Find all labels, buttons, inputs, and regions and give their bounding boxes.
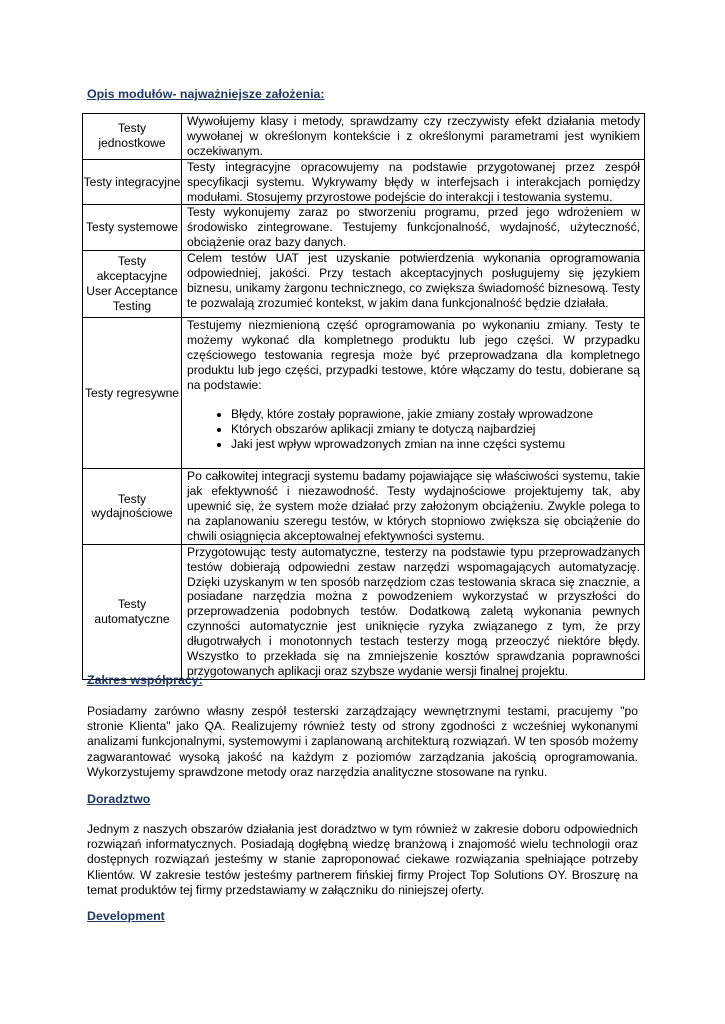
list-item: • Których obszarów aplikacji zmiany te dotyczą najbardziej [231,422,640,437]
table-row [83,318,645,469]
table-row [83,205,645,251]
modules-heading: Opis modułów- najważniejsze założenia: [87,87,325,101]
module-description: Testy integracyjne opracowujemy na podstawie przygotowanej przez zespół specyfikacji systemu. Wykrywamy błędy w interfejsach i interakcjach pomiędzy modułami. Stosujemy przyrostowe podejście do interakcji i testowania systemu. [182,159,645,205]
module-description: Wywołujemy klasy i metody, sprawdzamy czy rzeczywisty efekt działania metody wywołanej w określonym kontekście i z określonymi parametrami jest wynikiem oczekiwanym. [182,114,645,160]
module-description: Przygotowując testy automatyczne, testerzy na podstawie typu przeprowadzanych testów dobierają odpowiedni zestaw narzędzi wspomagających automatyzację. Dzięki uzyskanym w ten sposób narzędziom czas testowania skraca się znacznie, a posiadane narzędzia można z powodzeniem wykorzystać w przyszłości do przeprowadzenia podobnych testów. Dodatkową zaletą wykonania pewnych czynności automatycznie jest uniknięcie ryzyka związanego z tym, że przy długotrwałych i monotonnych testach testerzy mogą przeoczyć niektóre błędy. Wszystko to przekłada się na zmniejszenie kosztów sprawdzania poprawności przygotowanych aplikacji oraz szybsze wydanie wersji finalnej projektu. [182,544,645,679]
table-row [83,159,645,205]
table-row [83,114,645,160]
module-name: Testy jednostkowe [83,114,182,160]
module-name: Testy systemowe [83,205,182,251]
module-description-cell [182,318,645,469]
module-description: Testujemy niezmienioną część oprogramowania po wykonaniu zmiany. Testy te możemy wykonać dla kompletnego produktu lub jego części. W przypadku częściowego testowania regresja może być przeprowadzana dla kompletnego produktu lub jego części, przypadki testowe, które włączamy do testu, dobierane są na podstawie: [187,318,640,392]
advisory-heading: Doradztwo [87,792,151,806]
module-description: Celem testów UAT jest uzyskanie potwierdzenia wykonania oprogramowania odpowiedniej, jakości. Przy testach akceptacyjnych posługujemy się językiem biznesu, unikamy żargonu technicznego, co zwiększa świadomość biznesową. Testy te pozwalają zrozumieć kontekst, w jakim dana funkcjonalność będzie działała. [182,251,645,318]
development-heading: Development [87,909,165,923]
table-row [83,544,645,679]
module-description: Testy wykonujemy zaraz po stworzeniu programu, przed jego wdrożeniem w środowisko zintegrowane. Testujemy funkcjonalność, wydajność, użyteczność, obciążenie oraz bazy danych. [182,205,645,251]
module-name: Testy automatyczne [83,544,182,679]
table-row [83,469,645,545]
modules-table [82,113,645,680]
scope-paragraph: Posiadamy zarówno własny zespół testerski zarządzający wewnętrznymi testami, pracujemy "po stronie Klienta" jako QA. Realizujemy również testy od strony zgodności z wcześniej wykonanymi analizami funkcjonalnymi, systemowymi i zaplanowaną architekturą rozwiązań. W ten sposób możemy zagwarantować wysoką jakość na każdym z poziomów zarządzania jakością oprogramowania. Wykorzystujemy sprawdzone metody oraz narzędzia analityczne stosowane na rynku. [87,704,638,779]
list-item: • Błędy, które zostały poprawione, jakie zmiany zostały wprowadzone [231,407,640,422]
scope-heading: Zakres współpracy: [87,673,203,687]
module-name: Testy akceptacyjne User Acceptance Testing [83,251,182,318]
module-name: Testy regresywne [83,318,182,469]
module-description: Po całkowitej integracji systemu badamy pojawiające się właściwości systemu, takie jak efektywność i niezawodność. Testy wydajnościowe projektujemy tak, aby upewnić się, że system może działać przy założonym obciążeniu. Zwykle polega to na zaplanowaniu szeregu testów, w których stopniowo zwiększa się obciążenie do chwili osiągnięcia akceptowalnej efektywności systemu. [182,469,645,545]
table-row [83,251,645,318]
module-name: Testy wydajnościowe [83,469,182,545]
advisory-paragraph: Jednym z naszych obszarów działania jest doradztwo w tym również w zakresie doboru odpowiednich rozwiązań informatycznych. Posiadają dogłębną wiedzę branżową i znajomość wielu technologii oraz dostępnych rozwiązań jesteśmy w stanie zaproponować ciekawe rozwiązania spełniające potrzeby Klientów. W zakresie testów jesteśmy partnerem fińskiej firmy Project Top Solutions OY. Broszurę na temat produktów tej firmy przedstawiamy w załączniku do niniejszej oferty. [87,822,638,897]
regression-criteria-list [187,407,640,452]
module-name: Testy integracyjne [83,159,182,205]
list-item: • Jaki jest wpływ wprowadzonych zmian na inne części systemu [231,437,640,452]
